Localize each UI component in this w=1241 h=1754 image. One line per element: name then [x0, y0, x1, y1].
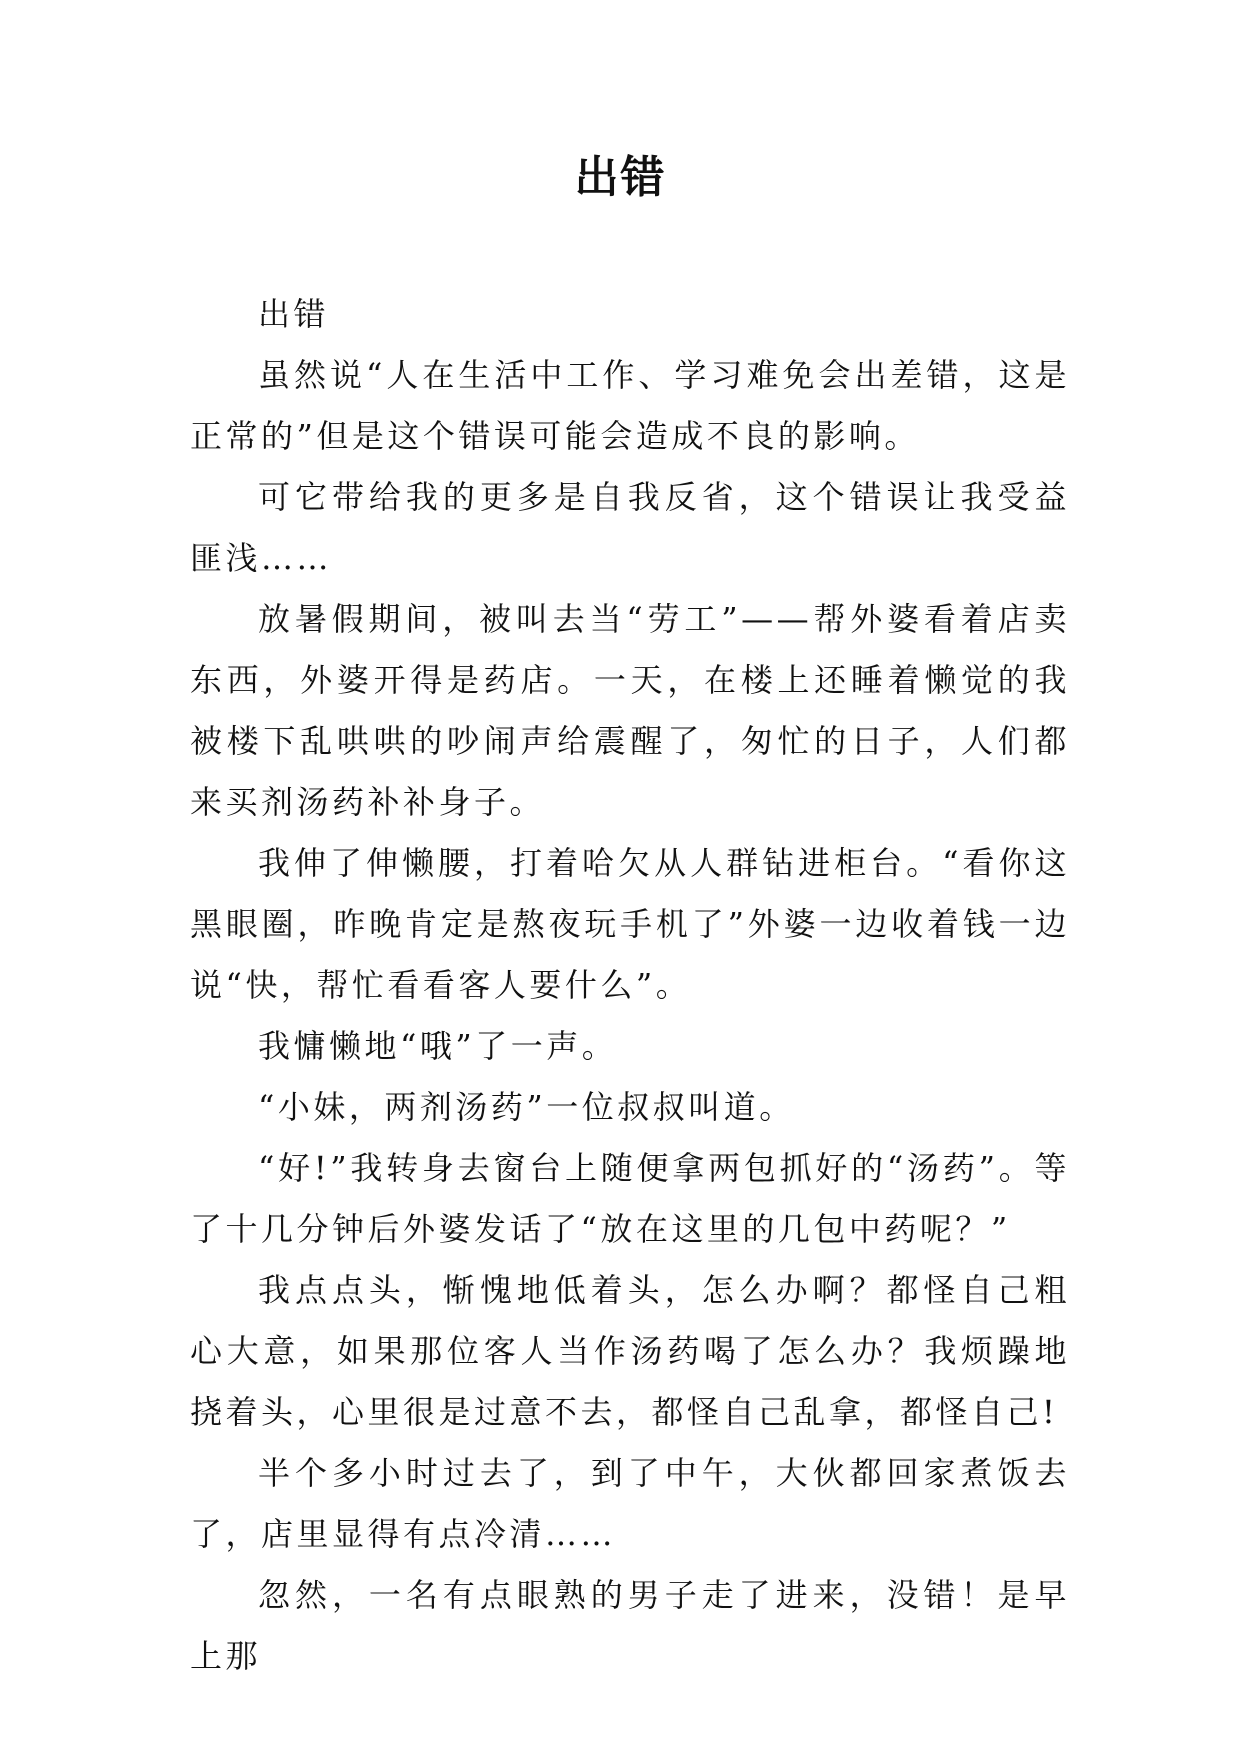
paragraph-6: 我慵懒地“哦”了一声。	[258, 1027, 618, 1065]
paragraph-1: 出错	[258, 295, 330, 333]
document-title: 出错	[574, 152, 667, 203]
paragraph-5: 我伸了伸懒腰，打着哈欠从人群钻进柜台。“看你这黑眼圈，昨晚肯定是熬夜玩手机了”外婆一边收着钱一边说“快，帮忙看看客人要什么”。	[190, 844, 1070, 1004]
paragraph-2: 虽然说“人在生活中工作、学习难免会出差错，这是正常的”但是这个错误可能会造成不良的影响。	[190, 356, 1070, 455]
document-body	[190, 284, 1070, 1687]
paragraph-10: 半个多小时过去了，到了中午，大伙都回家煮饭去了，店里显得有点冷清……	[190, 1454, 1070, 1553]
paragraph-4: 放暑假期间，被叫去当“劳工”——帮外婆看着店卖东西，外婆开得是药店。一天，在楼上还睡着懒觉的我被楼下乱哄哄的吵闹声给震醒了，匆忙的日子，人们都来买剂汤药补补身子。	[190, 600, 1070, 821]
paragraph-11: 忽然，一名有点眼熟的男子走了进来，没错！是早上那	[190, 1576, 1070, 1675]
paragraph-9: 我点点头，惭愧地低着头，怎么办啊？都怪自己粗心大意，如果那位客人当作汤药喝了怎么办？我烦躁地挠着头，心里很是过意不去，都怪自己乱拿，都怪自己!	[190, 1271, 1070, 1431]
paragraph-7: “小妹，两剂汤药”一位叔叔叫道。	[258, 1088, 795, 1126]
paragraph-8: “好!”我转身去窗台上随便拿两包抓好的“汤药”。等了十几分钟后外婆发话了“放在这里的几包中药呢？”	[190, 1149, 1070, 1248]
paragraph-3: 可它带给我的更多是自我反省，这个错误让我受益匪浅……	[190, 478, 1070, 577]
